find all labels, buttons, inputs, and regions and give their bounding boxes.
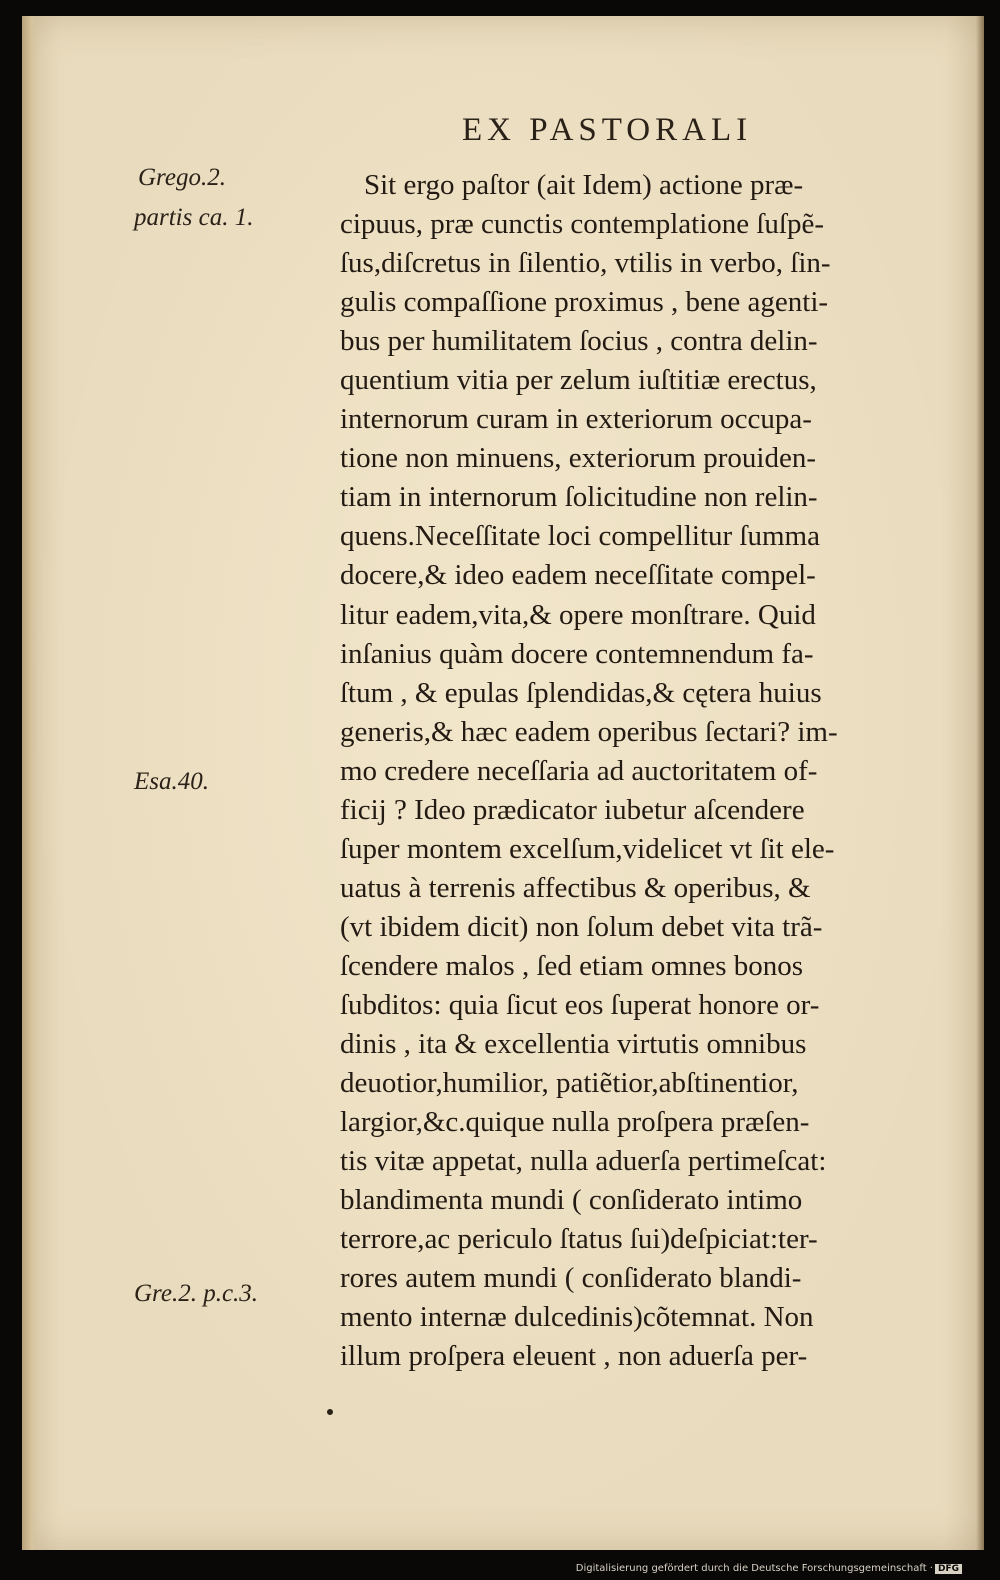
text-line: generis,& hæc eadem operibus ſectari? im- [340,715,838,748]
page-edge-shadow [976,16,984,1550]
text-line: docere,& ideo eadem neceſſitate compel- [340,559,816,592]
page-gutter-shadow [22,16,38,1550]
text-line: mo credere neceſſaria ad auctoritatem of- [340,754,818,787]
book-page [22,16,984,1550]
text-line: illum proſpera eleuent , non aduerſa per- [340,1340,808,1373]
text-line: terrore,ac periculo ſtatus ſui)deſpiciat:ter- [340,1223,818,1256]
text-line: bus per humilitatem ſocius , contra delin- [340,325,818,358]
text-line: tiam in internorum ſolicitudine non relin- [340,481,818,514]
marginal-note: Grego.2. [138,164,226,191]
text-line: blandimenta mundi ( conſiderato intimo [340,1184,803,1217]
text-line: mento internæ dulcedinis)cõtemnat. Non [340,1301,814,1334]
text-line: cipuus, præ cunctis contemplatione ſuſpẽ- [340,208,825,241]
text-line: quens.Neceſſitate loci compellitur ſumma [340,520,820,553]
text-line: tis vitæ appetat, nulla aduerſa pertimeſcat: [340,1145,827,1178]
digitization-footer [576,1563,962,1574]
text-line: dinis , ita & excellentia virtutis omnibus [340,1028,807,1061]
text-line: ſus,diſcretus in ſilentio, vtilis in verbo, ſin- [340,247,831,280]
ink-dot [327,1409,333,1415]
footer-text: Digitalisierung gefördert durch die Deutsche Forschungsgemeinschaft · [575,1563,933,1574]
text-line: ſcendere malos , ſed etiam omnes bonos [340,949,804,982]
text-line: litur eadem,vita,& opere monſtrare. Quid [340,598,816,631]
text-line: (vt ibidem dicit) non ſolum debet vita trã- [340,910,823,943]
text-line: Sit ergo paſtor (ait Idem) actione præ- [364,169,804,201]
text-line: gulis compaſſione proximus , bene agenti- [340,286,829,319]
text-line: largior,&c.quique nulla proſpera præſen- [340,1106,810,1139]
text-line: inſanius quàm docere contemnendum fa- [340,637,814,670]
text-line: quentium vitia per zelum iuſtitiæ erectus, [340,364,817,397]
marginal-note: partis ca. 1. [134,204,254,231]
body-text [340,166,952,1376]
marginal-note: Esa.40. [134,768,209,795]
marginal-note: Gre.2. p.c.3. [134,1280,259,1307]
text-line: tione non minuens, exteriorum prouiden- [340,442,816,475]
running-head: EX PASTORALI [462,112,753,148]
dfg-logo: DFG [935,1564,962,1574]
text-line: ſuper montem excelſum,videlicet vt ſit ele- [340,832,835,865]
text-line: deuotior,humilior, patiẽtior,abſtinentior, [340,1067,799,1100]
text-line: uatus à terrenis affectibus & operibus, & [340,871,811,904]
text-line: ficij ? Ideo prædicator iubetur aſcendere [340,793,805,826]
text-line: internorum curam in exteriorum occupa- [340,403,812,436]
text-line: rores autem mundi ( conſiderato blandi- [340,1262,802,1295]
text-line: ſubditos: quia ſicut eos ſuperat honore or- [340,988,820,1021]
text-line: ſtum , & epulas ſplendidas,& cętera huius [340,676,822,709]
